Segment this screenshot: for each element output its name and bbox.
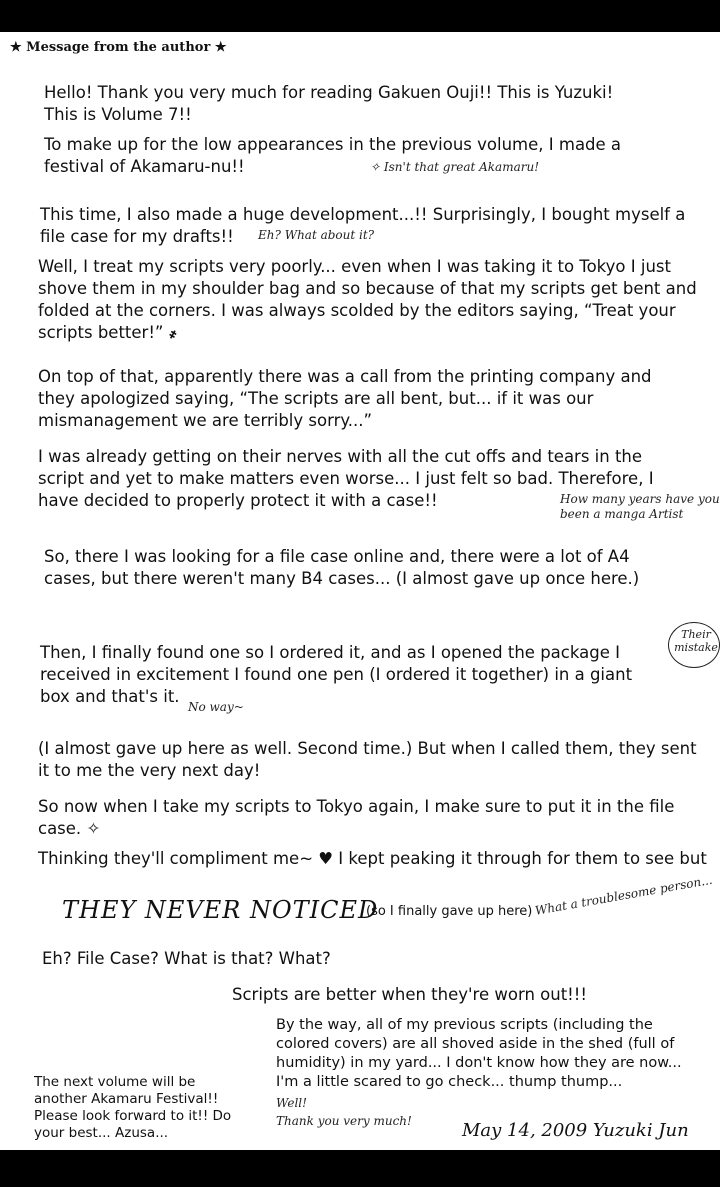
paragraph-giant-box: Then, I finally found one so I ordered it, and as I opened the package I received in excitement I found one pen (I ordered it together) in a giant box and that's it. <box>40 643 633 706</box>
next-volume-note: The next volume will be another Akamaru Festival!! Please look forward to it!! Do your best... Azusa... <box>34 1074 232 1141</box>
side-note-no-way: No way~ <box>188 700 244 714</box>
paragraph-looking-online: So, there I was looking for a file case online and, there were a lot of A4 cases, but there weren't many B4 cases... (I almost gave up once here.) <box>44 547 640 588</box>
angry-mark-icon: ҂ <box>168 323 178 342</box>
paragraph-printing-company: On top of that, apparently there was a call from the printing company and they apologized saying, “The scripts are all bent, but... if it was our mismanagement we are terribly sorry...” <box>38 367 652 430</box>
paragraph-treat-scripts: Well, I treat my scripts very poorly... even when I was taking it to Tokyo I just shove them in my shoulder bag and so because of that my scripts get bent and folded at the corners. I was always scolded by the editors saying, “Treat your scripts better!” ҂ <box>38 257 697 342</box>
big-text-aside: (so I finally gave up here) <box>366 904 533 919</box>
side-note-mistake: Their mistake <box>674 628 718 654</box>
paragraph-compliment: Thinking they'll compliment me~ ♥ I kept peaking it through for them to see but <box>38 849 707 868</box>
side-note-troublesome: What a troublesome person... <box>534 872 714 918</box>
paragraph-next-day: (I almost gave up here as well. Second time.) But when I called them, they sent it to me the very next day! <box>38 739 697 780</box>
sparkle-icon: ✧ <box>370 160 381 174</box>
paragraph-file-case: This time, I also made a huge development...!! Surprisingly, I bought myself a file case for my drafts!! <box>40 205 686 246</box>
closing-thanks: Thank you very much! <box>276 1114 412 1128</box>
paragraph-tokyo-again: So now when I take my scripts to Tokyo again, I make sure to put it in the file case. ✧ <box>38 797 675 838</box>
paragraph-previous-scripts: By the way, all of my previous scripts (including the colored covers) are all shoved aside in the shed (full of humidity) in my yard... I don't know how they are now... I'm a little scared to go check... thump thump... <box>276 1017 682 1090</box>
line-file-case-question: Eh? File Case? What is that? What? <box>42 949 331 968</box>
message-header: ★ Message from the author ★ <box>10 40 227 55</box>
big-text-never-noticed: THEY NEVER NOTICED <box>62 896 379 924</box>
paragraph-decided-case: I was already getting on their nerves with all the cut offs and tears in the script and yet to make matters even worse... I just felt so bad. Therefore, I have decided to properly protect it with a case!! <box>38 447 654 510</box>
sparkle-icon: ✧ <box>86 819 101 838</box>
author-message-page <box>0 32 720 1150</box>
paragraph-festival: To make up for the low appearances in the previous volume, I made a festival of Akamaru-nu!! <box>44 135 622 176</box>
closing-well: Well! <box>276 1096 307 1110</box>
signature-date: May 14, 2009 Yuzuki Jun <box>462 1120 689 1141</box>
side-note-years: How many years have you been a manga Artist <box>560 492 720 521</box>
side-note-eh: Eh? What about it? <box>258 228 375 242</box>
side-note-akamaru: ✧ Isn't that great Akamaru! <box>370 160 540 174</box>
line-worn-out: Scripts are better when they're worn out!!! <box>232 985 588 1004</box>
paragraph-greeting: Hello! Thank you very much for reading Gakuen Ouji!! This is Yuzuki! This is Volume 7!! <box>44 83 614 124</box>
